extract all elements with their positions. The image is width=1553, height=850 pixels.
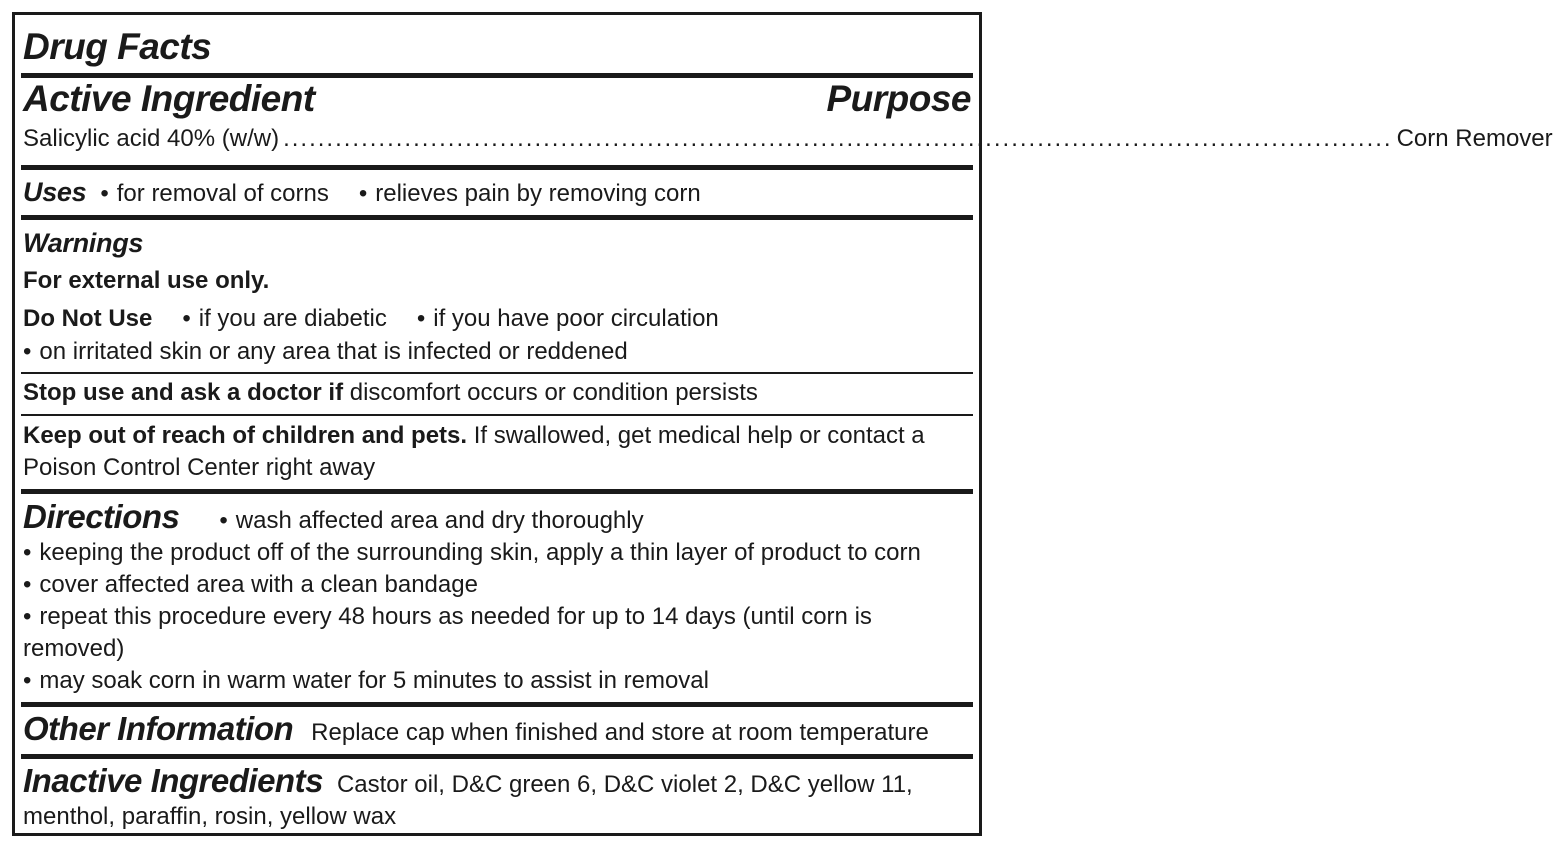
inactive-text: Castor oil, D&C green 6, D&C violet 2, D&C yellow 11, bbox=[336, 771, 913, 798]
stop-use-label: Stop use and ask a doctor if bbox=[23, 379, 344, 406]
bullet: • bbox=[358, 180, 368, 207]
warnings-divider bbox=[21, 414, 973, 416]
directions-item-line bbox=[23, 537, 971, 569]
leader-dots: ................................................................................................................................ bbox=[283, 125, 1393, 152]
bullet: • bbox=[416, 305, 426, 332]
directions-heading: Directions bbox=[23, 498, 180, 535]
directions-item-line bbox=[23, 569, 971, 601]
stop-use-line bbox=[23, 377, 971, 409]
do-not-use-item: on irritated skin or any area that is infected or reddened bbox=[39, 338, 628, 365]
bullet: • bbox=[23, 571, 32, 598]
do-not-use-row bbox=[23, 303, 971, 335]
inactive-text-line-2: menthol, paraffin, rosin, yellow wax bbox=[23, 803, 397, 830]
directions-item: wash affected area and dry thoroughly bbox=[235, 507, 644, 534]
bullet: • bbox=[100, 180, 109, 207]
drug-facts-title: Drug Facts bbox=[23, 26, 212, 67]
bullet: • bbox=[23, 539, 32, 566]
active-ingredient-heading: Active Ingredient bbox=[23, 78, 315, 119]
active-ingredient-purpose: Corn Remover bbox=[1396, 125, 1553, 152]
active-ingredient-row bbox=[23, 123, 1553, 155]
directions-rule bbox=[21, 702, 973, 707]
directions-item: repeat this procedure every 48 hours as needed for up to 14 days (until corn is bbox=[39, 603, 872, 630]
warnings-divider bbox=[21, 372, 973, 374]
warnings-rule bbox=[21, 489, 973, 494]
external-use-text: For external use only. bbox=[23, 267, 270, 294]
active-ingredient-name: Salicylic acid 40% (w/w) bbox=[23, 125, 280, 152]
bullet: • bbox=[182, 305, 191, 332]
inactive-heading: Inactive Ingredients bbox=[23, 762, 323, 799]
other-info-text: Replace cap when finished and store at room temperature bbox=[311, 719, 929, 746]
bullet: • bbox=[23, 603, 32, 630]
directions-item: cover affected area with a clean bandage bbox=[39, 571, 478, 598]
uses-heading: Uses bbox=[23, 177, 87, 207]
uses-item: relieves pain by removing corn bbox=[375, 180, 701, 207]
bullet: • bbox=[219, 507, 228, 534]
keep-out-text: If swallowed, get medical help or contact a bbox=[473, 422, 925, 449]
do-not-use-item: if you have poor circulation bbox=[433, 305, 719, 332]
keep-out-line bbox=[23, 420, 971, 452]
directions-item-line bbox=[23, 665, 971, 697]
active-rule bbox=[21, 165, 973, 170]
keep-out-label: Keep out of reach of children and pets. bbox=[23, 422, 468, 449]
bullet: • bbox=[23, 667, 32, 694]
other-info-heading: Other Information bbox=[23, 710, 294, 747]
do-not-use-row-2 bbox=[23, 336, 971, 368]
do-not-use-label: Do Not Use bbox=[23, 305, 153, 332]
directions-item-continuation: removed) bbox=[23, 635, 125, 662]
other-info-row bbox=[23, 709, 971, 749]
uses-item: for removal of corns bbox=[116, 180, 329, 207]
active-header-row bbox=[23, 77, 971, 121]
uses-rule bbox=[21, 215, 973, 220]
warnings-heading: Warnings bbox=[23, 228, 144, 258]
directions-item: may soak corn in warm water for 5 minutes to assist in removal bbox=[39, 667, 709, 694]
directions-item: keeping the product off of the surrounding skin, apply a thin layer of product to corn bbox=[39, 539, 921, 566]
directions-item-line bbox=[23, 601, 971, 633]
inactive-row bbox=[23, 761, 971, 801]
purpose-heading: Purpose bbox=[826, 78, 971, 119]
other-info-rule bbox=[21, 754, 973, 759]
do-not-use-item: if you are diabetic bbox=[198, 305, 387, 332]
drug-facts-panel bbox=[12, 12, 1553, 836]
uses-row bbox=[23, 175, 971, 210]
stop-use-text: discomfort occurs or condition persists bbox=[349, 379, 758, 406]
directions-row bbox=[23, 497, 971, 537]
keep-out-line-2: Poison Control Center right away bbox=[23, 454, 376, 481]
bullet: • bbox=[23, 338, 32, 365]
